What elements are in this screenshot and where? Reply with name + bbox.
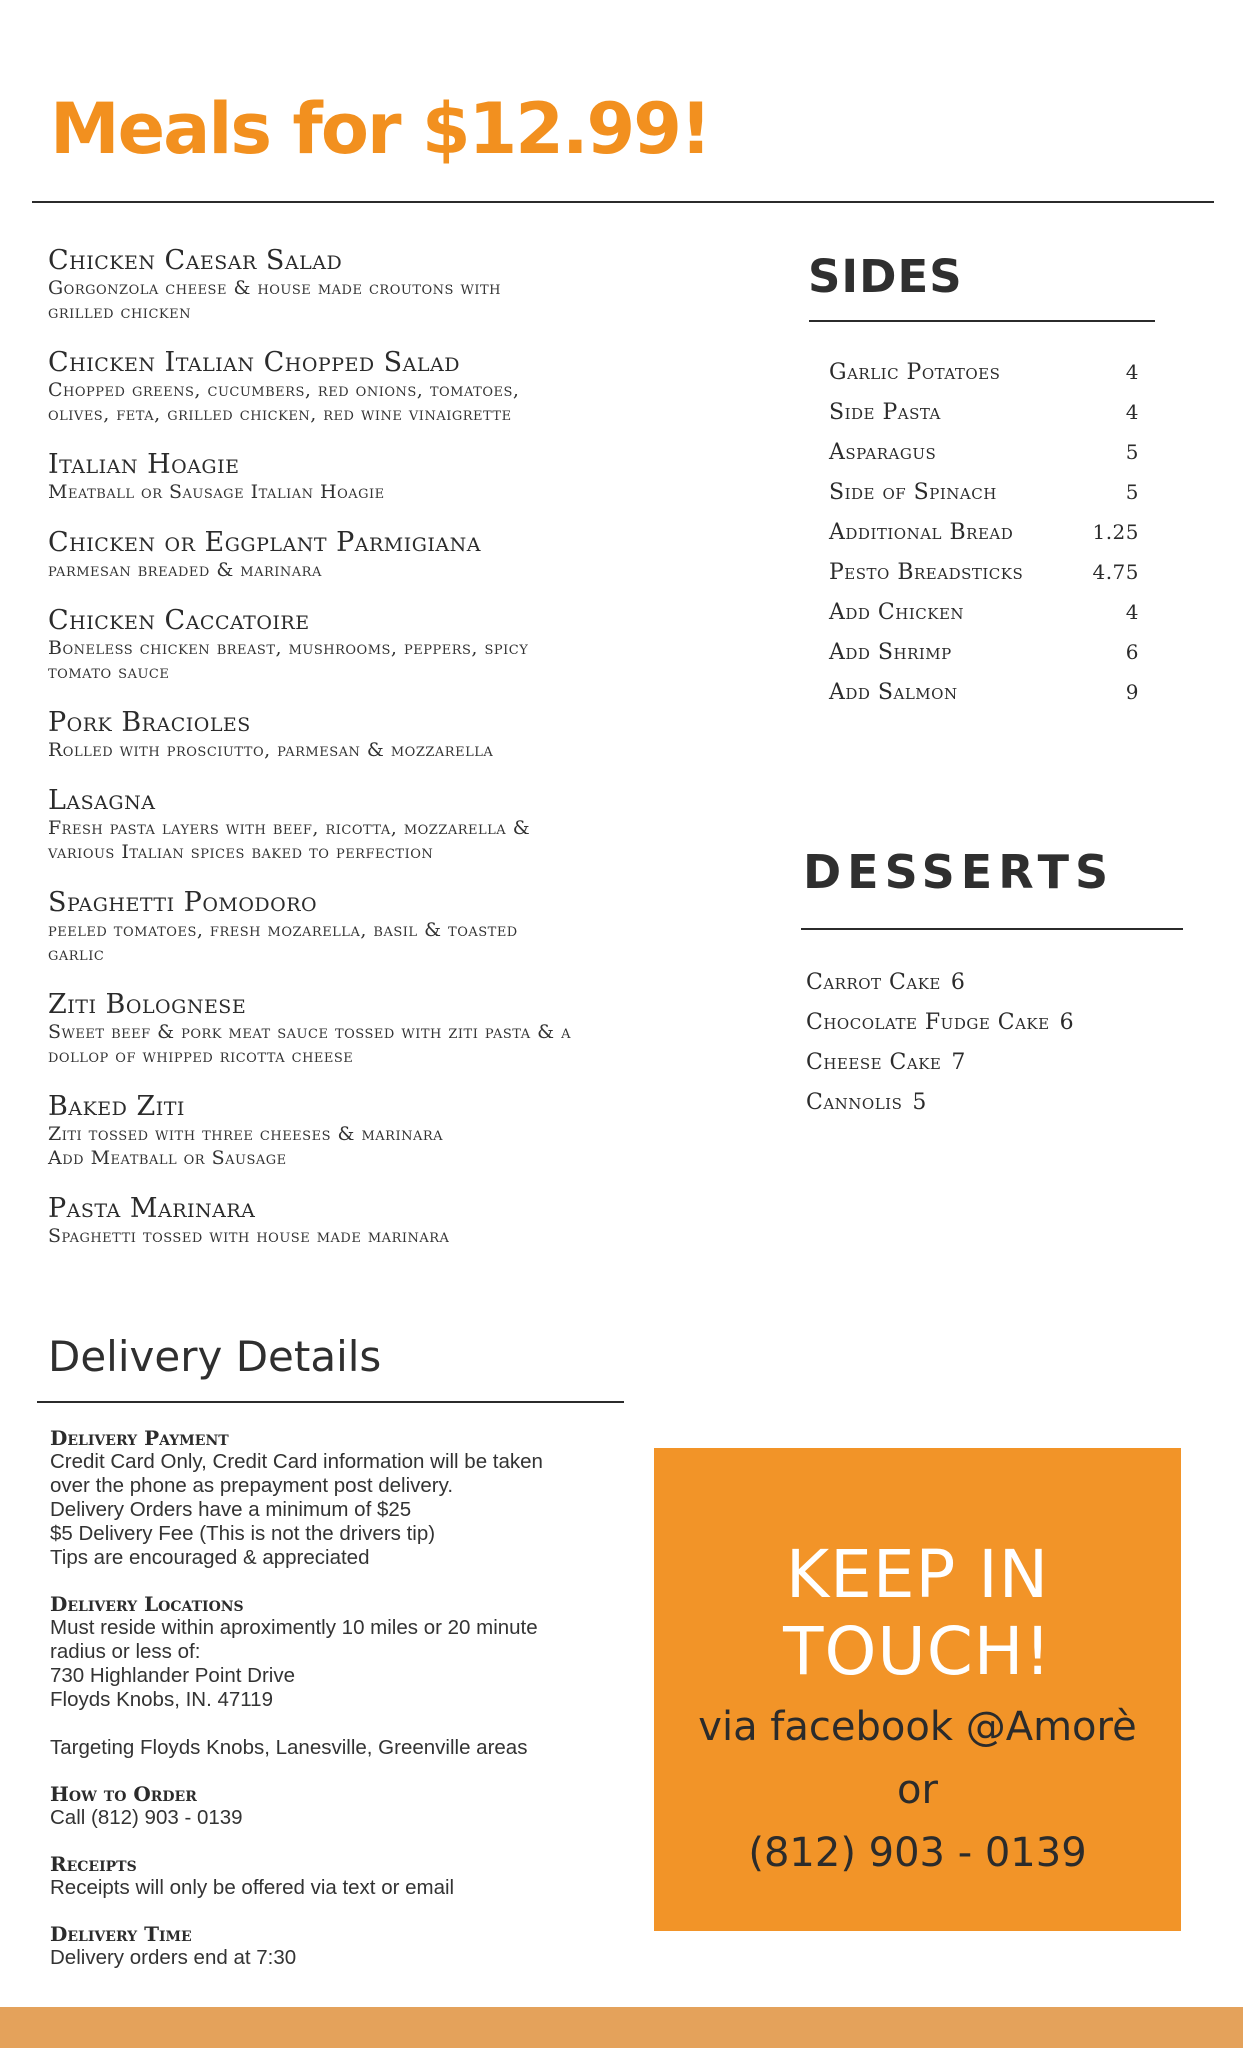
meal-name: Chicken or Eggplant Parmigiana [48,527,481,558]
side-price: 5 [1125,480,1139,504]
meal-name: Pasta Marinara [48,1193,256,1224]
dessert-name: Carrot Cake [806,970,941,995]
side-item [829,360,1139,400]
desserts-list [806,970,1206,1130]
side-price: 1.25 [1092,520,1139,544]
delivery-text: Delivery orders end at 7:30 [50,1946,297,1969]
dessert-item [806,1090,1206,1130]
side-item [829,680,1139,720]
delivery-text: Call (812) 903 - 0139 [50,1806,243,1829]
side-item [829,560,1139,600]
side-price: 4.75 [1092,560,1139,584]
delivery-payment [50,1426,610,1570]
page-title: Meals for $12.99! [50,88,710,170]
side-name: Add Chicken [829,600,965,625]
meal-description: Chopped greens, cucumbers, red onions, tomatoes, olives, feta, grilled chicken, red wine vinaigrette [48,379,520,425]
meal-description: Sweet beef & pork meat sauce tossed with ziti pasta & a dollop of whipped ricotta cheese [48,1021,571,1067]
dessert-item [806,1050,1206,1090]
meal-name: Baked Ziti [48,1091,185,1122]
dessert-name: Chocolate Fudge Cake [806,1010,1050,1035]
delivery-text: Receipts will only be offered via text or email [50,1876,455,1899]
meal-description: parmesan breaded & marinara [48,559,322,581]
side-name: Add Shrimp [829,640,952,665]
dessert-name: Cheese Cake [806,1050,942,1075]
meal-item [48,990,648,1068]
meal-item [48,786,648,864]
side-name: Pesto Breadsticks [829,560,1024,585]
sides-divider [809,320,1155,322]
desserts-divider [801,928,1183,930]
dessert-price: 7 [951,1050,966,1075]
meal-name: Italian Hoagie [48,449,240,480]
side-price: 4 [1125,400,1139,424]
desserts-heading: DESSERTS [803,845,1115,899]
delivery-label: Delivery Locations [50,1592,244,1616]
contact-or: or [897,1767,938,1813]
meal-description: Ziti tossed with three cheeses & marinara Add Meatball or Sausage [48,1123,444,1169]
how-to-order [50,1782,610,1830]
meal-description: Gorgonzola cheese & house made croutons with grilled chicken [48,277,501,323]
meal-item [48,528,648,582]
side-item [829,400,1139,440]
meal-name: Pork Bracioles [48,707,251,738]
meal-description: Rolled with prosciutto, parmesan & mozzarella [48,739,494,761]
side-item [829,480,1139,520]
delivery-details [50,1426,610,1992]
dessert-item [806,970,1206,1010]
contact-heading: KEEP IN TOUCH! [783,1536,1052,1690]
side-item [829,520,1139,560]
side-name: Asparagus [829,440,937,465]
side-name: Additional Bread [829,520,1014,545]
side-name: Side Pasta [829,400,941,425]
contact-box [654,1448,1181,1931]
dessert-item [806,1010,1206,1050]
side-price: 4 [1125,600,1139,624]
meal-item [48,1194,648,1248]
meal-name: Ziti Bolognese [48,989,247,1020]
meal-name: Chicken Caesar Salad [48,245,343,276]
meal-description: Meatball or Sausage Italian Hoagie [48,481,385,503]
delivery-heading: Delivery Details [48,1332,382,1381]
sides-heading: SIDES [808,250,963,303]
delivery-label: How to Order [50,1782,197,1806]
phone-number: (812) 903 - 0139 [748,1830,1087,1876]
delivery-divider [37,1401,624,1403]
meal-item [48,708,648,762]
side-price: 5 [1125,440,1139,464]
side-item [829,440,1139,480]
side-item [829,640,1139,680]
meal-name: Lasagna [48,785,156,816]
facebook-handle: via facebook @Amorè [698,1704,1137,1750]
meal-description: Boneless chicken breast, mushrooms, peppers, spicy tomato sauce [48,637,529,683]
delivery-text: Credit Card Only, Credit Card information will be taken over the phone as prepayment post delivery. Delivery Orders have a minimum of $25 $5 Delivery Fee (This is not the drivers tip) Tips are encouraged & appreciated [50,1450,543,1569]
side-name: Garlic Potatoes [829,360,1001,385]
delivery-label: Delivery Payment [50,1426,229,1450]
delivery-label: Receipts [50,1852,137,1876]
meal-description: peeled tomatoes, fresh mozarella, basil & toasted garlic [48,919,518,965]
meal-description: Fresh pasta layers with beef, ricotta, mozzarella & various Italian spices baked to perfection [48,817,531,863]
footer-bar [0,2007,1243,2048]
delivery-text: Must reside within aproximently 10 miles or 20 minute radius or less of: 730 Highlander Point Drive Floyds Knobs, IN. 47119 Targeting Floyds Knobs, Lanesville, Greenville areas [50,1616,538,1759]
dessert-name: Cannolis [806,1090,903,1115]
side-price: 9 [1125,680,1139,704]
delivery-time [50,1922,610,1970]
dessert-price: 5 [912,1090,927,1115]
side-name: Add Salmon [829,680,958,705]
receipts [50,1852,610,1900]
side-price: 6 [1125,640,1139,664]
meal-name: Chicken Italian Chopped Salad [48,347,460,378]
meal-item [48,606,648,684]
side-name: Side of Spinach [829,480,997,505]
meal-item [48,246,648,324]
meal-item [48,450,648,504]
meal-description: Spaghetti tossed with house made marinara [48,1225,450,1247]
meal-name: Chicken Caccatoire [48,605,310,636]
dessert-price: 6 [1059,1010,1075,1035]
meal-item [48,348,648,426]
dessert-price: 6 [950,970,966,995]
delivery-locations [50,1592,610,1760]
meal-name: Spaghetti Pomodoro [48,887,318,918]
meals-list [48,246,648,1272]
sides-list [829,360,1139,720]
meal-item [48,888,648,966]
title-divider [32,201,1214,203]
delivery-label: Delivery Time [50,1922,192,1946]
side-price: 4 [1125,360,1139,384]
meal-item [48,1092,648,1170]
side-item [829,600,1139,640]
